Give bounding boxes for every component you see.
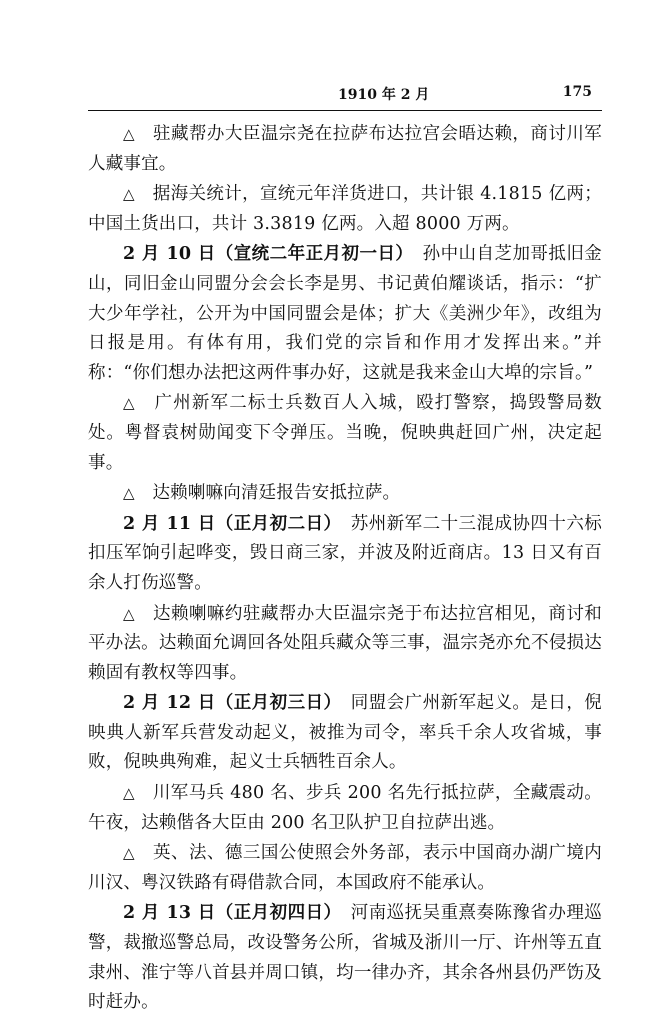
entry-paragraph	[88, 899, 602, 1017]
header-title: 1910 年 2 月	[338, 87, 430, 103]
header-rule	[88, 110, 602, 111]
entry-date: 2 月 11 日（正月初二日）	[123, 513, 333, 534]
triangle-marker-icon: △	[123, 604, 136, 623]
entry-paragraph	[88, 510, 602, 599]
running-header	[88, 84, 602, 108]
entry-date: 2 月 13 日（正月初四日）	[123, 903, 333, 924]
entry-text: 据海关统计，宣统元年洋货进口，共计银 4.1815 亿两；中国土货出口，共计 3.3819 亿两。入超 8000 万两。	[88, 184, 602, 234]
entry-text: 川军马兵 480 名、步兵 200 名先行抵拉萨，全藏震动。午夜，达赖偕各大臣由 200 名卫队护卫自拉萨出逃。	[88, 783, 602, 833]
entry-text: 孙中山自芝加哥抵旧金山，同旧金山同盟分会会长李是男、书记黄伯耀谈话，指示：“扩大少年学社，公开为中国同盟会是体；扩大《美洲少年》，改组为日报是用。有体有用，我们党的宗旨和作用才发挥出来。”并称：“你们想办法把这两件事办好，这就是我来金山大埠的宗旨。”	[88, 244, 603, 383]
entry-text: 苏州新军二十三混成协四十六标扣压军饷引起哗变，毁日商三家，并波及附近商店。13 日又有百余人打伤巡警。	[88, 513, 602, 593]
entry-date: 2 月 10 日（宣统二年正月初一日）	[123, 244, 405, 265]
triangle-marker-icon: △	[123, 125, 136, 143]
entry-paragraph	[88, 779, 602, 838]
entry-paragraph	[88, 689, 602, 778]
entry-text: 河南巡抚吴重熹奏陈豫省办理巡警，裁撤巡警总局，改设警务公所，省城及浙川一厅、许州等五直隶州、淮宁等八首县并周口镇，均一律办齐，其余各州县仍严饬及时赶办。	[88, 903, 602, 1013]
triangle-marker-icon: △	[123, 844, 136, 863]
entry-paragraph	[88, 479, 602, 509]
triangle-marker-icon: △	[123, 185, 135, 204]
triangle-marker-icon: △	[123, 784, 135, 803]
entry-text: 广州新军二标士兵数百人入城，殴打警察，捣毁警局数处。粤督袁树勋闻变下令弹压。当晚，倪映典赶回广州，决定起事。	[88, 393, 602, 473]
entry-text: 同盟会广州新军起义。是日，倪映典人新军兵营发动起义，被推为司令，率兵千余人攻省城，事败，倪映典殉难，起义士兵牺牲百余人。	[88, 693, 602, 773]
entry-paragraph	[88, 389, 602, 478]
entry-paragraph	[88, 240, 602, 388]
page-number: 175	[562, 84, 592, 100]
entry-paragraph	[88, 839, 602, 898]
triangle-marker-icon: △	[123, 394, 136, 413]
entry-paragraph	[88, 180, 602, 239]
entry-date: 2 月 12 日（正月初三日）	[123, 693, 333, 714]
entry-paragraph	[88, 120, 602, 179]
entry-text: 达赖喇嘛向清廷报告安抵拉萨。	[152, 483, 401, 504]
triangle-marker-icon: △	[123, 484, 135, 503]
entry-paragraph	[88, 600, 602, 689]
entry-text: 驻藏帮办大臣温宗尧在拉萨布达拉宫会晤达赖，商讨川军人藏事宜。	[88, 124, 603, 174]
chronicle-body	[88, 120, 602, 1019]
entry-text: 英、法、德三国公使照会外务部，表示中国商办湖广境内川汉、粤汉铁路有碍借款合同，本国政府不能承认。	[88, 843, 603, 893]
entry-text: 达赖喇嘛约驻藏帮办大臣温宗尧于布达拉宫相见，商讨和平办法。达赖面允调回各处阻兵藏众等三事，温宗尧亦允不侵损达赖固有教权等四事。	[88, 603, 603, 683]
